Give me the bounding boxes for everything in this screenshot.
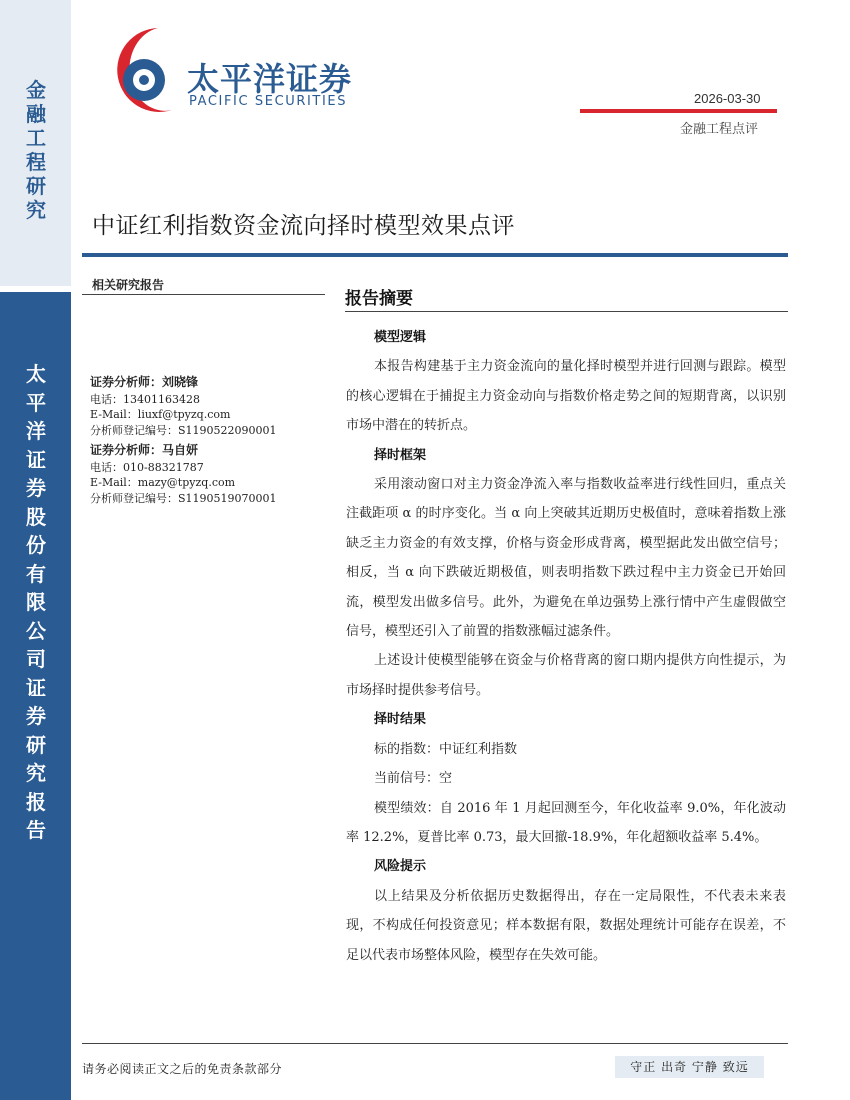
analyst-email[interactable]: E-Mail：liuxf@tpyzq.com [90,408,231,421]
analyst-phone: 电话：010-88321787 [90,460,204,474]
footer-disclaimer: 请务必阅读正文之后的免责条款部分 [82,1062,283,1076]
analyst-name: 证券分析师：马自妍 [90,443,199,457]
header-accent-line [580,109,777,113]
brand-name-en: PACIFIC SECURITIES [189,94,348,109]
section-heading: 择时框架 [374,447,427,463]
report-type: 金融工程点评 [680,122,759,137]
sidebar-company-label: 太平洋证券股份有限公司证券研究报告 [26,362,46,842]
summary-divider [345,311,788,312]
title-divider [82,253,788,257]
current-signal: 当前信号：空 [374,771,453,787]
section-heading: 模型逻辑 [374,330,427,345]
risk-paragraph: 以上结果及分析依据历史数据得出，存在一定局限性，不代表未来表现，不构成任何投资意见；样本数据有限，数据处理统计可能存在误差，不足以代表市场整体风险，模型存在失效可能。 [346,888,786,963]
sidebar-category-label: 金融工程研究 [26,78,46,222]
target-index: 标的指数：中证红利指数 [374,741,518,757]
related-reports-heading: 相关研究报告 [92,278,165,292]
report-date: 2026-03-30 [694,91,761,106]
analyst-card-2 [90,443,340,506]
analyst-registration: 分析师登记编号：S1190522090001 [90,423,277,437]
section-heading: 择时结果 [374,712,427,728]
section-paragraph: 本报告构建基于主力资金流向的量化择时模型并进行回测与跟踪。模型的核心逻辑在于捕捉主力资金动向与指数价格走势之间的短期背离，以识别市场中潜在的转折点。 [346,359,786,434]
footer-motto: 守正 出奇 宁静 致远 [615,1056,764,1078]
summary-title: 报告摘要 [345,289,413,309]
analyst-card-1 [90,375,340,438]
analyst-name: 证券分析师：刘晓锋 [90,375,199,389]
related-reports-divider [82,294,325,295]
pacific-securities-logo-icon [100,22,190,122]
section-paragraph: 上述设计使模型能够在资金与价格背离的窗口期内提供方向性提示，为市场择时提供参考信号。 [346,653,786,698]
sidebar-bottom-panel [0,286,71,1100]
section-heading: 风险提示 [374,859,427,875]
model-performance: 模型绩效：自 2016 年 1 月起回测至今，年化收益率 9.0%，年化波动率 12.2%，夏普比率 0.73，最大回撤-18.9%，年化超额收益率 5.4%。 [346,800,786,845]
summary-body [346,323,786,970]
section-paragraph: 采用滚动窗口对主力资金净流入率与指数收益率进行线性回归，重点关注截距项 α 的时序变化。当 α 向上突破其近期历史极值时，意味着指数上涨缺乏主力资金的有效支撑，价格与资金形成背离，模型据此发出做空信号；相反，当 α 向下跌破近期极值，则表明指数下跌过程中主力资金已开始回流，模型发出做多信号。此外，为避免在单边强势上涨行情中产生虚假做空信号，模型还引入了前置的指数涨幅过滤条件。 [346,477,786,640]
report-title: 中证红利指数资金流向择时模型效果点评 [92,213,515,239]
sidebar-top-panel [0,0,71,286]
analyst-phone: 电话：13401163428 [90,392,200,406]
analyst-registration: 分析师登记编号：S1190519070001 [90,491,277,505]
footer-divider [82,1043,788,1044]
analyst-email[interactable]: E-Mail：mazy@tpyzq.com [90,476,236,489]
brand-name-cn: 太平洋证券 [187,60,353,98]
